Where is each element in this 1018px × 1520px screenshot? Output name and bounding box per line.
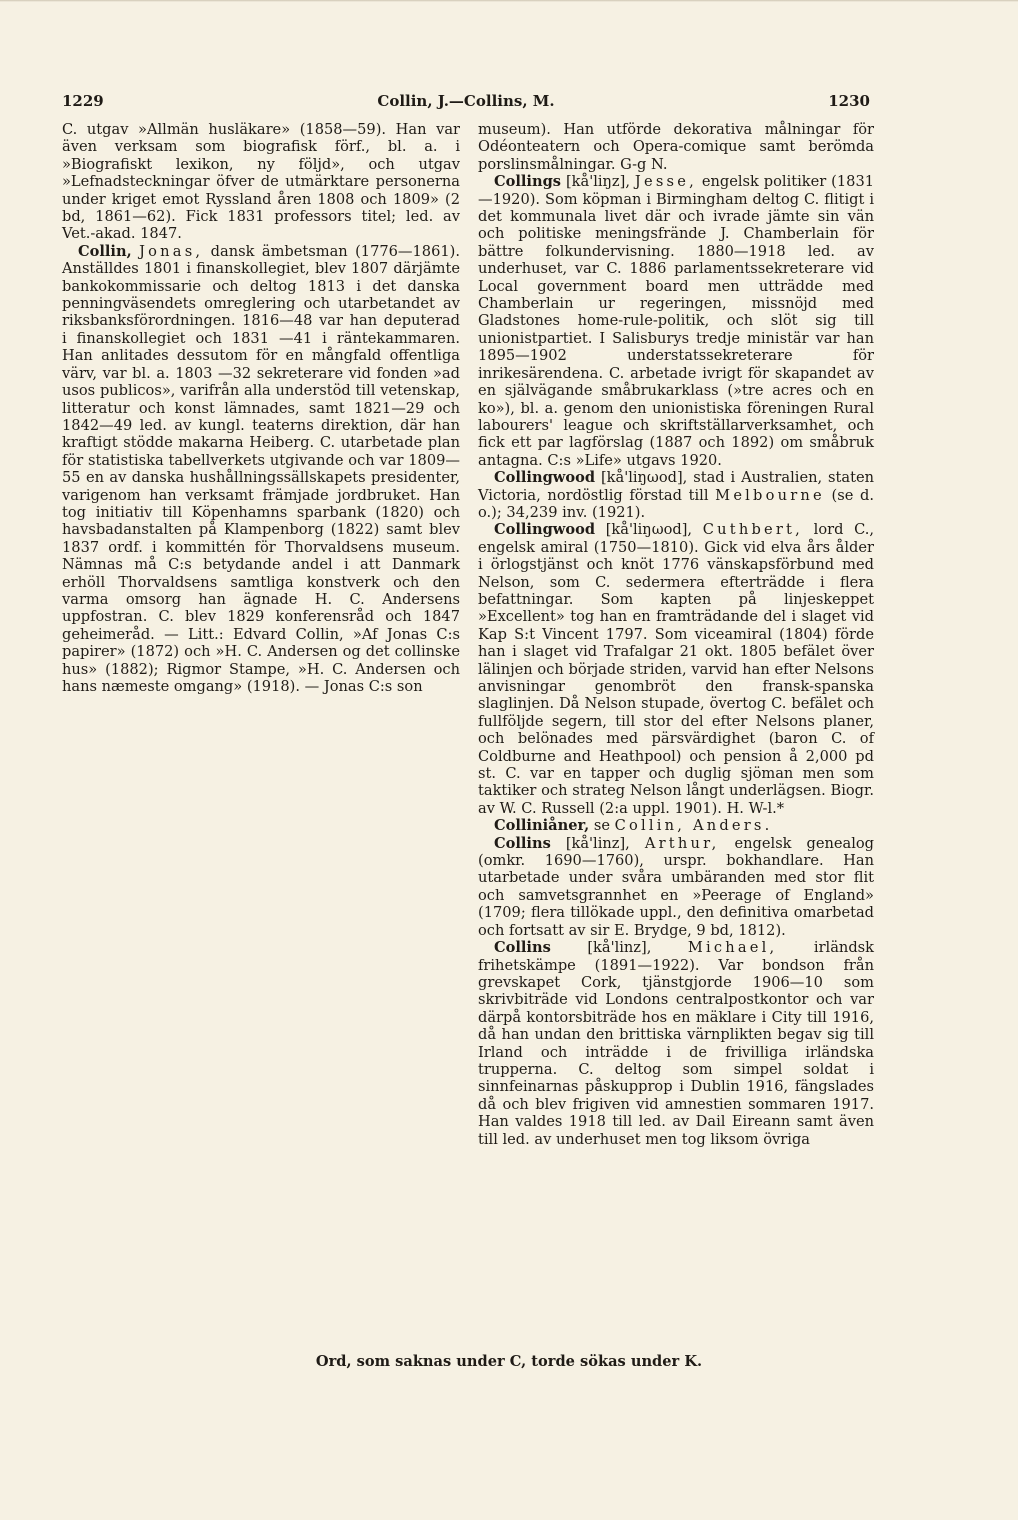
entry-name: Michael, [687, 939, 778, 957]
entry-name: Jesse, [634, 173, 697, 191]
entry-pronunciation: [kå'linz], [587, 939, 652, 957]
entry-pronunciation: [kå'liŋωod], [600, 469, 688, 487]
left-column [62, 121, 460, 695]
entry-collins-arthur [478, 835, 874, 939]
page-number-left: 1229 [62, 92, 104, 110]
entry-text: engelsk genealog (omkr. 1690—1760), urspr. bokhandlare. Han utarbetade under svåra umbäranden med stor flit och samvetsgrannhet en »Peerage of England» (1709; flera tillökade uppl., den definitiva omarbetad och fortsatt av sir E. Brydge, 9 bd, 1812). [478, 834, 875, 939]
entry-city: Melbourne [715, 486, 825, 504]
entry-cross-reference: Collin, Anders. [614, 817, 773, 835]
continued-paragraph: C. utgav »Allmän husläkare» (1858—59). Han var även verksam som biografisk förf., bl. a. i »Biografiskt lexikon, ny följd», och utgav »Lefnadsteckningar öfver de utmärktare personerna under kriget emot Ryssland åren 1808 och 1809» (2 bd, 1861—62). Fick 1831 professors titel; led. av Vet.-akad. 1847. [62, 121, 460, 243]
continued-paragraph: museum). Han utförde dekorativa målningar för Odéonteatern och Opera-comique samt berömda porslinsmålningar. G-g N. [478, 121, 874, 173]
entry-collin-jonas [62, 243, 460, 696]
entry-text: (se d. o.); 34,239 inv. (1921). [478, 486, 875, 521]
page-header [62, 92, 870, 114]
entry-headword: Collingwood [494, 521, 596, 539]
entry-headword: Collins [494, 939, 551, 957]
entry-headword: Collins [494, 834, 551, 852]
running-title: Collin, J.—Collins, M. [377, 92, 555, 110]
entry-collings-jesse [478, 173, 874, 469]
entry-text: engelsk politiker (1831—1920). Som köpman i Birmingham deltog C. flitigt i det kommunala livet där och ivrade jämte sin vän och politiske meningsfrände J. Chamberlain för bättre folkundervisning. 1880—1918 led. av underhuset, var C. 1886 parlamentssekreterare vid Local government board men utträdde med Chamberlain ur regeringen, missnöjd med Gladstones home-rule-politik, och slöt sig till unionistpartiet. I Salisburys tredje ministär var han 1895—1902 understatssekreterare för inrikesärendena. C. arbetade ivrigt för skapandet av en självägande småbrukarklass (»tre acres och en ko»), bl. a. genom den unionistiska föreningen Rural labourers' league och skriftställarverksamhet, och fick ett par lagförslag (1887 och 1892) om småbruk antagna. C:s »Life» utgavs 1920. [478, 173, 875, 469]
entry-headword: Collin, [78, 242, 132, 260]
right-column [478, 121, 874, 1148]
entry-name: Cuthbert, [702, 521, 803, 539]
entry-headword: Collings [494, 173, 562, 191]
entry-pronunciation: [kå'liŋz], [565, 173, 630, 191]
entry-pronunciation: [kå'liŋωod], [605, 521, 693, 539]
entry-text: se [593, 817, 610, 835]
page-footer-note: Ord, som saknas under C, torde sökas under K. [315, 1353, 703, 1370]
entry-collingwood-stad [478, 469, 874, 521]
entry-collins-michael [478, 939, 874, 1148]
entry-colliniaaner [478, 817, 874, 834]
entry-text: lord C., engelsk amiral (1750—1810). Gick vid elva års ålder i örlogstjänst och knöt 1776 vänskapsförbund med Nelson, som C. sedermera efterträdde i flera befattningar. Som kapten på linjeskeppet »Excellent» tog han en framträdande del i slaget vid Kap S:t Vincent 1797. Som viceamiral (1804) förde han i slaget vid Trafalgar 21 okt. 1805 befälet över lälinjen och började striden, varvid han efter Nelsons anvisningar genombröt den fransk-spanska slaglinjen. Då Nelson stupade, övertog C. befälet och fullföljde segern, till stor del efter Nelsons planer, och belönades med pärsvärdighet (baron C. of Coldburne and Heathpool) och pension å 2,000 pd st. C. var en tapper och duglig sjöman men som taktiker och strateg Nelson långt underlägsen. Biogr. av W. C. Russell (2:a uppl. 1901). H. W-l.* [478, 521, 875, 817]
entry-name: Jonas, [139, 242, 204, 260]
entry-collingwood-cuthbert [478, 521, 874, 817]
page-number-right: 1230 [828, 92, 870, 110]
page-edge [0, 0, 1018, 2]
entry-name: Arthur, [644, 834, 720, 852]
entry-text: stad i Australien, staten Victoria, nordöstlig förstad till [478, 469, 874, 504]
entry-text: irländsk frihetskämpe (1891—1922). Var bondson från grevskapet Cork, tjänstgjorde 1906—10 som skrivbiträde vid Londons centralpostkontor och var därpå kontorsbiträde hos en mäklare i City till 1916, då han undan den brittiska värnplikten begav sig till Irland och inträdde i de frivilliga irländska trupperna. C. deltog som simpel soldat i sinnfeinarnas påskupprор i Dublin 1916, fängslades då och blev frigiven vid amnestien sommaren 1917. Han valdes 1918 till led. av Dail Eireann samt även till led. av underhuset men tog liksom övriga [478, 939, 874, 1148]
entry-headword: Collingwood [494, 469, 596, 487]
entry-text: dansk ämbetsman (1776—1861). Anställdes 1801 i finanskollegiet, blev 1807 därjämte bankokommissarie och deltog 1813 i det danska penningväsendets omreglering och utarbetandet av riksbanksförordningen. 1816—48 var han deputerad i finanskollegiet och 1831 —41 i räntekammaren. Han anlitades dessutom för en mångfald offentliga värv, var bl. a. 1803 —32 sekreterare vid fonden »ad usos publicos», varifrån alla understöd till vetenskap, litteratur och konst lämnades, samt 1821—29 och 1842—49 led. av kungl. teaterns direktion, där han kraftigt stödde makarna Heiberg. C. utarbetade plan för statistiska tabellverkets utgivande och var 1809—55 en av danska hushållningssällskapets presidenter, varigenom han verksamt främjade jordbruket. Han tog initiativ till Köpenhamns sparbank (1820) och havsbadanstalten på Klampenborg (1822) samt blev 1837 ordf. i kommittén för Thorvaldsens museum. Nämnas må C:s betydande andel i att Danmark erhöll Thorvaldsens samtliga konstverk och den varma omsorg han ägnade H. C. Andersens uppfostran. C. blev 1829 konferensråd och 1847 geheimeråd. — Litt.: Edvard Collin, »Af Jonas C:s papirer» (1872) och »H. C. Andersen og det collinske hus» (1882); Rigmor Stampe, »H. C. Andersen och hans næmeste omgang» (1918). — Jonas C:s son [62, 242, 460, 695]
entry-headword: Colliniåner, [494, 817, 590, 835]
entry-pronunciation: [kå'linz], [565, 834, 630, 852]
